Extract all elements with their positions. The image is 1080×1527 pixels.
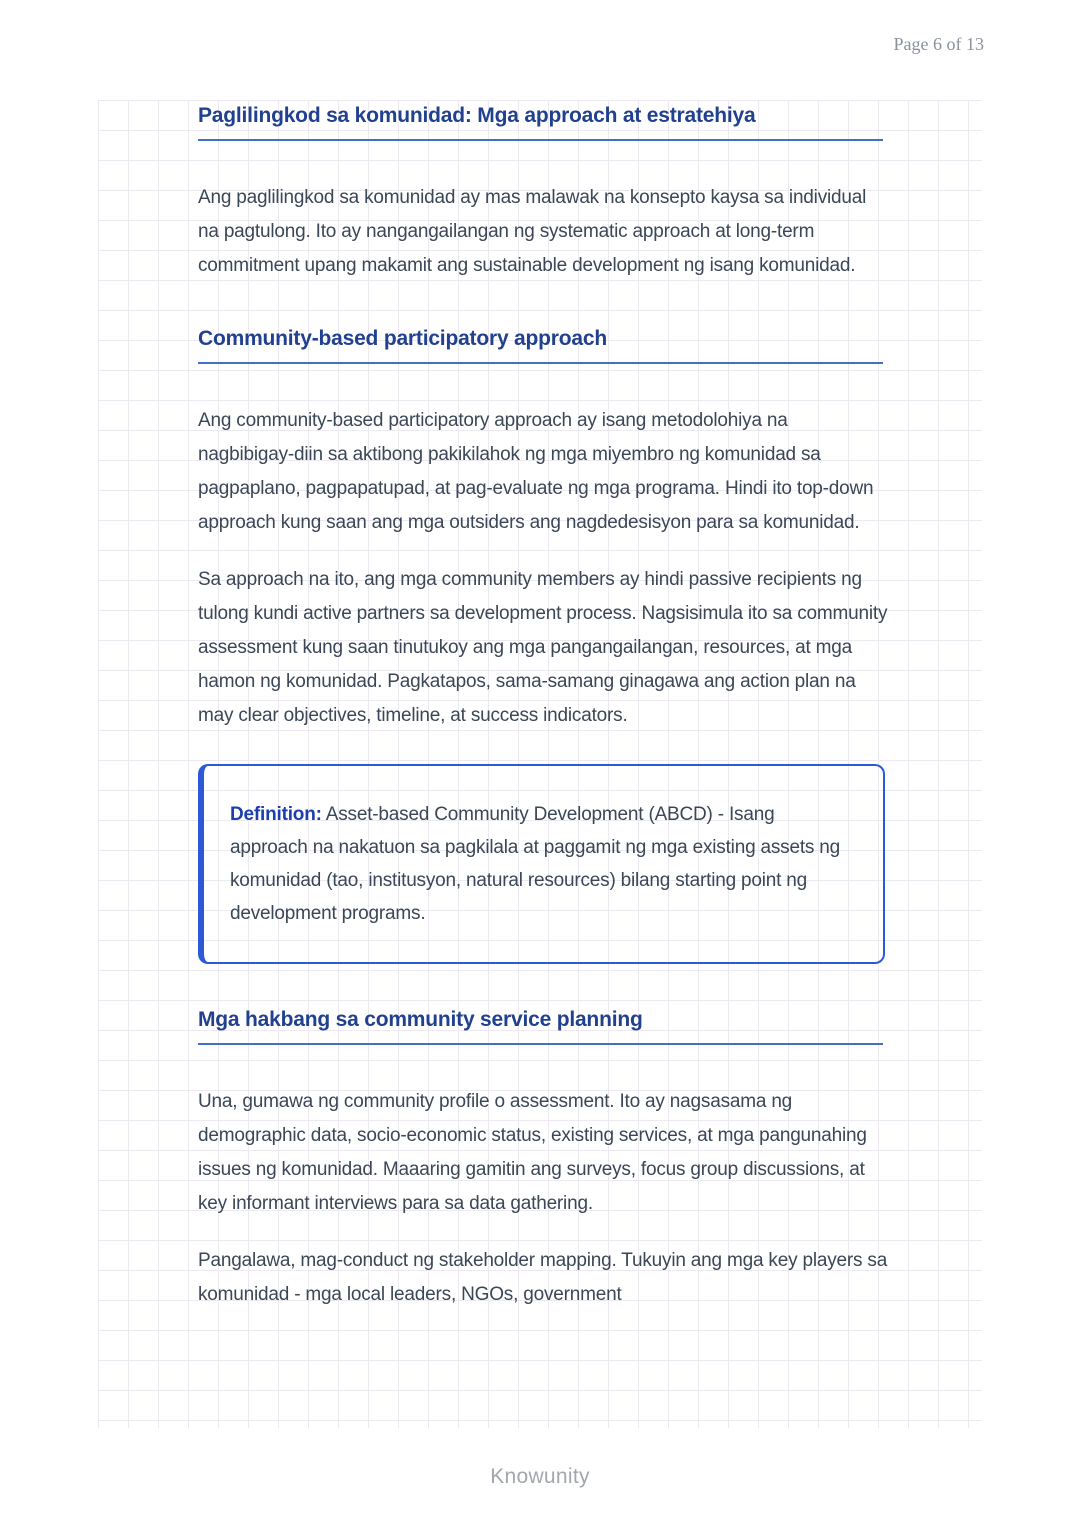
footer-brand: Knowunity [490, 1465, 590, 1488]
document-content [98, 100, 888, 1312]
paragraph: Sa approach na ito, ang mga community members ay hindi passive recipients ng tulong kundi active partners sa development process. Nagsisimula ito sa community assessment kung saan tinutukoy ang mga pangangailangan, resources, at mga hamon ng komunidad. Pagkatapos, sama-samang ginagawa ang action plan na may clear objectives, timeline, at success indicators. [198, 569, 888, 726]
paragraph: Ang community-based participatory approach ay isang metodolohiya na nagbibigay-diin sa aktibong pakikilahok ng mga miyembro ng komunidad sa pagpaplano, pagpapatupad, at pag-evaluate ng mga programa. Hindi ito top-down approach kung saan ang mga outsiders ang nagdedesisyon para sa komunidad. [198, 410, 874, 533]
section-heading-hakbang-planning: Mga hakbang sa community service planning [198, 1008, 883, 1045]
page-number: Page 6 of 13 [893, 34, 984, 54]
definition-callout-box [198, 764, 885, 964]
paragraph: Una, gumawa ng community profile o assessment. Ito ay nagsasama ng demographic data, socio-economic status, existing services, at mga pangunahing issues ng komunidad. Maaaring gamitin ang surveys, focus group discussions, at key informant interviews para sa data gathering. [198, 1091, 867, 1214]
definition-text: Asset-based Community Development (ABCD) - Isang approach na nakatuon sa pagkilala at paggamit ng mga existing assets ng komunidad (tao, institusyon, natural resources) bilang starting point ng development programs. [230, 804, 841, 924]
paragraph: Ang paglilingkod sa komunidad ay mas malawak na konsepto kaysa sa individual na pagtulong. Ito ay nangangailangan ng systematic approach at long-term commitment upang makamit ang sustainable development ng isang komunidad. [198, 187, 867, 276]
section-heading-participatory-approach: Community-based participatory approach [198, 327, 883, 364]
definition-label: Definition: [230, 804, 322, 825]
grid-paper-sheet [98, 100, 982, 1428]
paragraph: Pangalawa, mag-conduct ng stakeholder mapping. Tukuyin ang mga key players sa komunidad - mga local leaders, NGOs, government [198, 1250, 888, 1305]
section-heading-paglilingkod: Paglilingkod sa komunidad: Mga approach at estratehiya [198, 104, 883, 141]
